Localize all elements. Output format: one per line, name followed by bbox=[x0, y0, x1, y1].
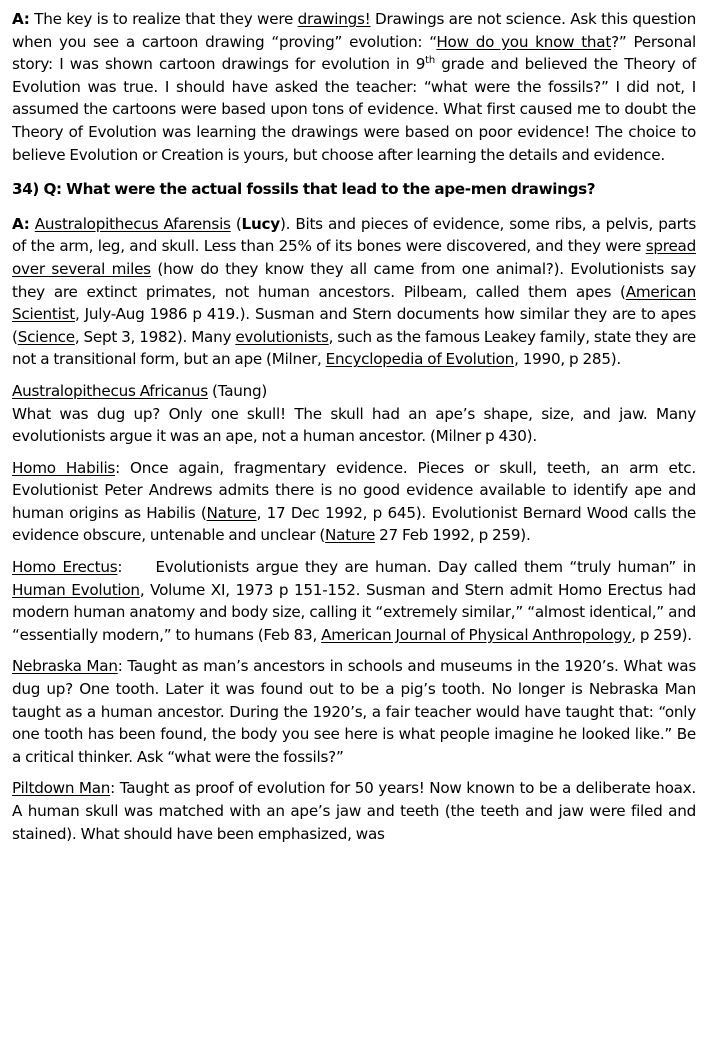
answer-33-paragraph: A: The key is to realize that they were drawings! Drawings are not science. Ask this question when you see a cartoon drawing “proving” evolution: “How do you know that?” Personal story: I was shown cartoon drawings for evolution in 9th grade and believed the Theory of Evolution was true. I should have asked the teacher: “what were the fossils?” I did not, I assumed the cartoons were based upon tons of evidence. What first caused me to doubt the Theory of Evolution was learning the drawings were based on poor evidence! The choice to believe Evolution or Creation is yours, but choose after learning the details and evidence. bbox=[12, 10, 697, 164]
habilis-paragraph: Homo Habilis: Once again, fragmentary evidence. Pieces or skull, teeth, an arm etc. Evolutionist Peter Andrews admits there is no good evidence available to identify ape and human origins as Habilis (Nature, 17 Dec 1992, p 645). Evolutionist Bernard Wood calls the evidence obscure, untenable and unclear (Nature 27 Feb 1992, p 259). bbox=[12, 458, 696, 545]
nebraska-paragraph: Nebraska Man: Taught as man’s ancestors in schools and museums in the 1920’s. What was dug up? One tooth. Later it was found out to be a pig’s tooth. No longer is Nebraska Man taught as a human ancestor. During the 1920’s, a fair teacher would have taught that: “only one tooth has been found, the body you see here is what people imagine he looked like.” Be a critical thinker. Ask “what were the fossils?” bbox=[12, 657, 696, 766]
answer-34-paragraph: A: Australopithecus Afarensis (Lucy). Bits and pieces of evidence, some ribs, a pelvis, parts of the arm, leg, and skull. Less than 25% of its bones were discovered, and they were spread over several miles (how do they know they all came from one animal?). Evolutionists say they are extinct primates, not human ancestors. Pilbeam, called them apes (American Scientist, July-Aug 1986 p 419.). Susman and Stern documents how similar they are to apes (Science, Sept 3, 1982). Many evolutionists, such as the famous Leakey family, state they are not a transitional form, but an ape (Milner, Encyclopedia of Evolution, 1990, p 285). bbox=[12, 214, 697, 369]
underlined-term: How do you know that bbox=[436, 32, 612, 51]
fossil-name: Homo Habilis bbox=[12, 458, 116, 477]
answer-label: A: bbox=[12, 10, 30, 28]
document-page bbox=[12, 8, 696, 845]
citation-title: Nature bbox=[325, 526, 376, 545]
bold-term: Lucy bbox=[241, 214, 280, 233]
underlined-term: spread over several miles bbox=[12, 237, 696, 278]
fossil-name: Nebraska Man bbox=[12, 657, 118, 676]
underlined-term: Australopithecus Afarensis bbox=[34, 214, 231, 233]
citation-title: Science bbox=[17, 327, 75, 346]
fossil-name: Homo Erectus bbox=[12, 558, 118, 577]
question-34-heading: 34) Q: What were the actual fossils that lead to the ape-men drawings? bbox=[12, 180, 596, 199]
africanus-paragraph: What was dug up? Only one skull! The skull had an ape’s shape, size, and jaw. Many evolutionists argue it was an ape, not a human ancestor. (Milner p 430). bbox=[12, 404, 696, 446]
citation-title: Nature bbox=[206, 503, 257, 522]
citation-title: Human Evolution bbox=[12, 580, 140, 599]
underlined-term: evolutionists bbox=[235, 327, 329, 346]
erectus-paragraph: Homo Erectus: Evolutionists argue they are human. Day called them “truly human” in Human Evolution, Volume XI, 1973 p 151-152. Susman and Stern admit Homo Erectus had modern human anatomy and body size, calling it “extremely similar,” “almost identical,” and “essentially modern,” to humans (Feb 83, American Journal of Physical Anthropology, p 259). bbox=[12, 558, 696, 644]
piltdown-paragraph: Piltdown Man: Taught as proof of evolution for 50 years! Now known to be a deliberate hoax. A human skull was matched with an ape’s jaw and teeth (the teeth and jaw were filed and stained). What should have been emphasized, was bbox=[12, 779, 697, 843]
africanus-heading: Australopithecus Africanus (Taung) bbox=[12, 381, 268, 400]
citation-title: Encyclopedia of Evolution bbox=[325, 350, 515, 369]
fossil-name: Piltdown Man bbox=[12, 779, 111, 798]
underlined-term: drawings! bbox=[297, 10, 371, 28]
citation-title: American Scientist bbox=[12, 282, 696, 324]
answer-label: A: bbox=[12, 214, 30, 233]
citation-title: American Journal of Physical Anthropology bbox=[321, 625, 632, 644]
fossil-name: Australopithecus Africanus bbox=[12, 381, 208, 400]
superscript: th bbox=[425, 55, 435, 67]
